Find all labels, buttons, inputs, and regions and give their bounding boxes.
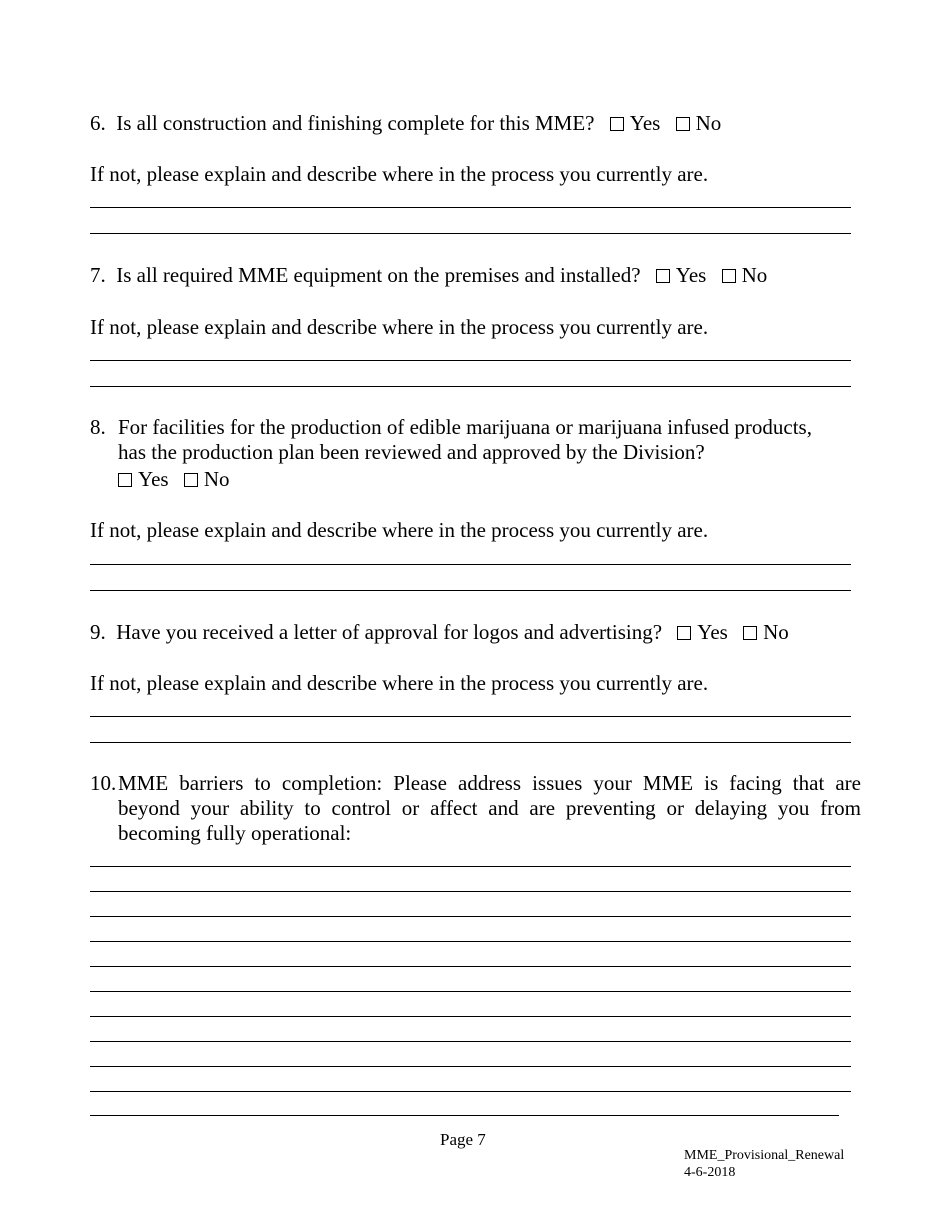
document-id: [684, 1147, 844, 1181]
question-10-text-line2: beyond your ability to control or affect and are preventing or delaying you from: [118, 796, 861, 820]
checkbox-icon[interactable]: [722, 269, 736, 283]
answer-line[interactable]: [90, 991, 851, 992]
question-7-text: Is all required MME equipment on the premises and installed?: [116, 263, 641, 287]
checkbox-icon[interactable]: [743, 626, 757, 640]
answer-line[interactable]: [90, 386, 851, 387]
answer-line[interactable]: [90, 716, 851, 717]
question-7: [90, 263, 767, 288]
answer-line[interactable]: [90, 742, 851, 743]
question-7-followup: If not, please explain and describe where in the process you currently are.: [90, 315, 709, 339]
yes-label: Yes: [697, 620, 728, 644]
no-label: No: [695, 111, 722, 135]
answer-line[interactable]: [90, 916, 851, 917]
answer-line[interactable]: [90, 941, 851, 942]
question-10-text-line1: MME barriers to completion: Please address issues your MME is facing that are: [118, 771, 861, 795]
checkbox-icon[interactable]: [656, 269, 670, 283]
question-9: [90, 620, 789, 645]
yes-label: Yes: [138, 467, 169, 491]
question-6-followup: If not, please explain and describe where in the process you currently are.: [90, 162, 709, 186]
question-6-yes-option[interactable]: [610, 111, 661, 136]
question-6-text: Is all construction and finishing complete for this MME?: [116, 111, 595, 135]
question-7-no-option[interactable]: [722, 263, 768, 288]
question-9-text: Have you received a letter of approval for logos and advertising?: [116, 620, 663, 644]
question-9-no-option[interactable]: [743, 620, 789, 645]
document-date: 4-6-2018: [684, 1165, 736, 1180]
question-8-text-line1: For facilities for the production of edible marijuana or marijuana infused products,: [118, 415, 812, 439]
checkbox-icon[interactable]: [677, 626, 691, 640]
question-9-number: 9.: [90, 620, 106, 644]
question-6-no-option[interactable]: [676, 111, 722, 136]
yes-label: Yes: [675, 263, 707, 287]
question-9-yes-option[interactable]: [677, 620, 728, 645]
question-6: [90, 111, 721, 136]
question-8-number: 8.: [90, 415, 106, 439]
answer-line[interactable]: [90, 564, 851, 565]
document-name: MME_Provisional_Renewal: [684, 1148, 845, 1163]
answer-line[interactable]: [90, 233, 851, 234]
question-9-followup: If not, please explain and describe where in the process you currently are.: [90, 671, 709, 695]
answer-line[interactable]: [90, 966, 851, 967]
question-6-number: 6.: [90, 111, 106, 135]
answer-line[interactable]: [90, 1091, 851, 1092]
question-8-options: [118, 467, 229, 492]
checkbox-icon[interactable]: [676, 117, 690, 131]
question-8-text-line2: has the production plan been reviewed and approved by the Division?: [118, 440, 705, 464]
checkbox-icon[interactable]: [118, 473, 132, 487]
question-8-followup: If not, please explain and describe where in the process you currently are.: [90, 518, 709, 542]
answer-line[interactable]: [90, 891, 851, 892]
answer-line[interactable]: [90, 1066, 851, 1067]
answer-line[interactable]: [90, 207, 851, 208]
no-label: No: [763, 620, 789, 644]
checkbox-icon[interactable]: [610, 117, 624, 131]
no-label: No: [203, 467, 230, 491]
answer-line[interactable]: [90, 866, 851, 867]
checkbox-icon[interactable]: [184, 473, 198, 487]
question-8-yes-option[interactable]: [118, 467, 169, 492]
answer-line[interactable]: [90, 1115, 839, 1116]
answer-line[interactable]: [90, 360, 851, 361]
answer-line[interactable]: [90, 590, 851, 591]
no-label: No: [741, 263, 768, 287]
question-10-number: 10.: [90, 771, 117, 795]
page-number: Page 7: [440, 1130, 486, 1149]
question-7-yes-option[interactable]: [656, 263, 707, 288]
question-10-text: [118, 771, 861, 846]
question-7-number: 7.: [90, 263, 106, 287]
answer-line[interactable]: [90, 1041, 851, 1042]
answer-line[interactable]: [90, 1016, 851, 1017]
question-8-no-option[interactable]: [184, 467, 230, 492]
yes-label: Yes: [629, 111, 661, 135]
question-10-text-line3: becoming fully operational:: [118, 821, 352, 845]
